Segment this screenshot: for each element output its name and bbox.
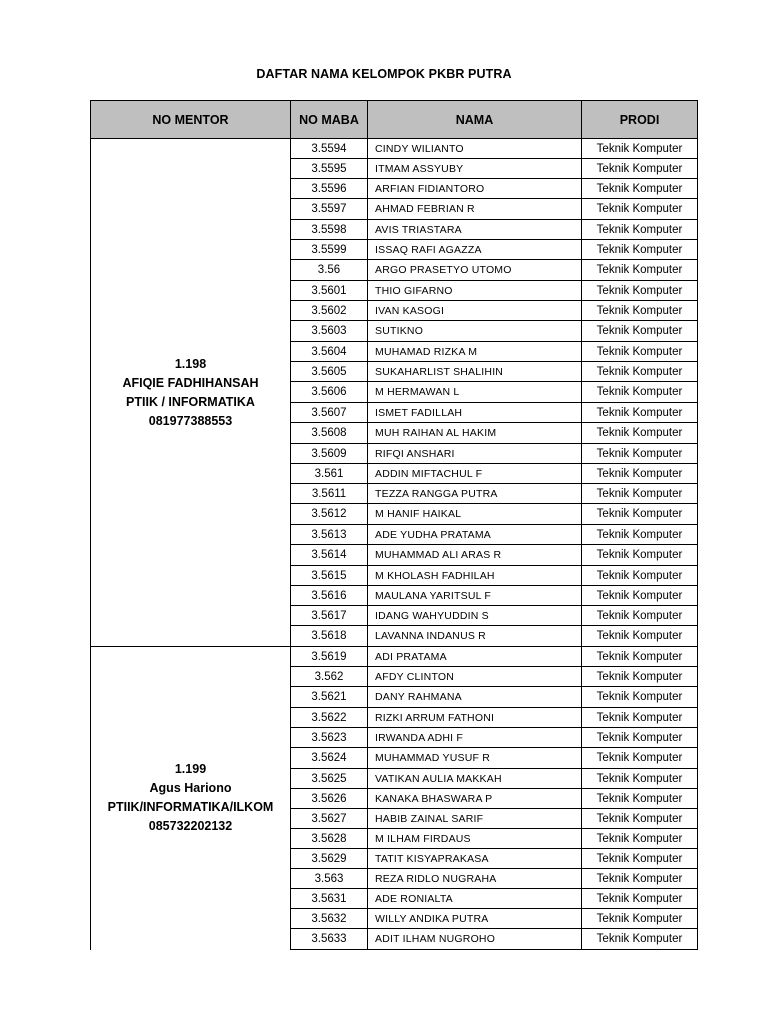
prodi-cell: Teknik Komputer	[582, 869, 698, 889]
no-maba-cell: 3.5626	[291, 789, 368, 809]
nama-cell: ADE RONIALTA	[368, 889, 582, 909]
nama-cell: ADDIN MIFTACHUL F	[368, 464, 582, 484]
nama-cell: ADIT ILHAM NUGROHO	[368, 929, 582, 950]
no-maba-cell: 3.5633	[291, 929, 368, 950]
no-maba-cell: 3.5602	[291, 301, 368, 321]
mentor-number: 1.199	[174, 762, 207, 777]
prodi-cell: Teknik Komputer	[582, 464, 698, 484]
mentor-cell	[91, 139, 291, 647]
no-maba-cell: 3.5618	[291, 626, 368, 647]
mentor-phone: 081977388553	[148, 413, 233, 428]
no-maba-cell: 3.5606	[291, 382, 368, 403]
roster-body	[91, 139, 698, 950]
no-maba-cell: 3.5601	[291, 281, 368, 301]
no-maba-cell: 3.563	[291, 869, 368, 889]
no-maba-cell: 3.5594	[291, 139, 368, 159]
no-maba-cell: 3.5627	[291, 809, 368, 829]
prodi-cell: Teknik Komputer	[582, 889, 698, 909]
nama-cell: ITMAM ASSYUBY	[368, 159, 582, 179]
nama-cell: ADE YUDHA PRATAMA	[368, 525, 582, 545]
prodi-cell: Teknik Komputer	[582, 525, 698, 545]
no-maba-cell: 3.5621	[291, 687, 368, 708]
prodi-cell: Teknik Komputer	[582, 139, 698, 159]
no-maba-cell: 3.5628	[291, 829, 368, 849]
prodi-cell: Teknik Komputer	[582, 829, 698, 849]
prodi-cell: Teknik Komputer	[582, 667, 698, 687]
nama-cell: M HERMAWAN L	[368, 382, 582, 403]
no-maba-cell: 3.5612	[291, 504, 368, 525]
table-row	[91, 139, 698, 159]
no-maba-cell: 3.5598	[291, 220, 368, 240]
nama-cell: CINDY WILIANTO	[368, 139, 582, 159]
nama-cell: ARFIAN FIDIANTORO	[368, 179, 582, 199]
prodi-cell: Teknik Komputer	[582, 687, 698, 708]
nama-cell: M ILHAM FIRDAUS	[368, 829, 582, 849]
nama-cell: THIO GIFARNO	[368, 281, 582, 301]
no-maba-cell: 3.5616	[291, 586, 368, 606]
no-maba-cell: 3.5619	[291, 647, 368, 667]
nama-cell: M KHOLASH FADHILAH	[368, 566, 582, 586]
nama-cell: MUHAMMAD ALI ARAS R	[368, 545, 582, 566]
prodi-cell: Teknik Komputer	[582, 220, 698, 240]
nama-cell: KANAKA BHASWARA P	[368, 789, 582, 809]
prodi-cell: Teknik Komputer	[582, 789, 698, 809]
nama-cell: RIZKI ARRUM FATHONI	[368, 708, 582, 728]
nama-cell: MUH RAIHAN AL HAKIM	[368, 423, 582, 444]
header-no-maba: NO MABA	[291, 101, 368, 139]
nama-cell: ISSAQ RAFI AGAZZA	[368, 240, 582, 260]
no-maba-cell: 3.5625	[291, 769, 368, 789]
prodi-cell: Teknik Komputer	[582, 382, 698, 403]
nama-cell: ISMET FADILLAH	[368, 403, 582, 423]
header-nama: NAMA	[368, 101, 582, 139]
prodi-cell: Teknik Komputer	[582, 444, 698, 464]
prodi-cell: Teknik Komputer	[582, 484, 698, 504]
prodi-cell: Teknik Komputer	[582, 748, 698, 769]
prodi-cell: Teknik Komputer	[582, 929, 698, 950]
no-maba-cell: 3.56	[291, 260, 368, 281]
no-maba-cell: 3.5605	[291, 362, 368, 382]
nama-cell: MUHAMAD RIZKA M	[368, 342, 582, 362]
no-maba-cell: 3.5632	[291, 909, 368, 929]
no-maba-cell: 3.5609	[291, 444, 368, 464]
nama-cell: AFDY CLINTON	[368, 667, 582, 687]
no-maba-cell: 3.5608	[291, 423, 368, 444]
header-no-mentor: NO MENTOR	[91, 101, 291, 139]
prodi-cell: Teknik Komputer	[582, 909, 698, 929]
nama-cell: WILLY ANDIKA PUTRA	[368, 909, 582, 929]
document-title: DAFTAR NAMA KELOMPOK PKBR PUTRA	[256, 67, 512, 81]
prodi-cell: Teknik Komputer	[582, 179, 698, 199]
no-maba-cell: 3.5596	[291, 179, 368, 199]
mentor-cell	[91, 647, 291, 950]
nama-cell: RIFQI ANSHARI	[368, 444, 582, 464]
prodi-cell: Teknik Komputer	[582, 321, 698, 342]
nama-cell: HABIB ZAINAL SARIF	[368, 809, 582, 829]
nama-cell: MAULANA YARITSUL F	[368, 586, 582, 606]
nama-cell: M HANIF HAIKAL	[368, 504, 582, 525]
nama-cell: AHMAD FEBRIAN R	[368, 199, 582, 220]
no-maba-cell: 3.5629	[291, 849, 368, 869]
mentor-phone: 085732202132	[148, 819, 233, 834]
nama-cell: AVIS TRIASTARA	[368, 220, 582, 240]
nama-cell: MUHAMMAD YUSUF R	[368, 748, 582, 769]
prodi-cell: Teknik Komputer	[582, 647, 698, 667]
prodi-cell: Teknik Komputer	[582, 260, 698, 281]
prodi-cell: Teknik Komputer	[582, 403, 698, 423]
nama-cell: SUKAHARLIST SHALIHIN	[368, 362, 582, 382]
prodi-cell: Teknik Komputer	[582, 769, 698, 789]
nama-cell: TEZZA RANGGA PUTRA	[368, 484, 582, 504]
nama-cell: LAVANNA INDANUS R	[368, 626, 582, 647]
mentor-number: 1.198	[174, 356, 207, 371]
prodi-cell: Teknik Komputer	[582, 586, 698, 606]
no-maba-cell: 3.5617	[291, 606, 368, 626]
no-maba-cell: 3.5631	[291, 889, 368, 909]
prodi-cell: Teknik Komputer	[582, 626, 698, 647]
nama-cell: IVAN KASOGI	[368, 301, 582, 321]
no-maba-cell: 3.5604	[291, 342, 368, 362]
prodi-cell: Teknik Komputer	[582, 362, 698, 382]
no-maba-cell: 3.5622	[291, 708, 368, 728]
prodi-cell: Teknik Komputer	[582, 342, 698, 362]
prodi-cell: Teknik Komputer	[582, 809, 698, 829]
nama-cell: IDANG WAHYUDDIN S	[368, 606, 582, 626]
nama-cell: DANY RAHMANA	[368, 687, 582, 708]
prodi-cell: Teknik Komputer	[582, 545, 698, 566]
prodi-cell: Teknik Komputer	[582, 849, 698, 869]
no-maba-cell: 3.5603	[291, 321, 368, 342]
prodi-cell: Teknik Komputer	[582, 606, 698, 626]
no-maba-cell: 3.562	[291, 667, 368, 687]
no-maba-cell: 3.5611	[291, 484, 368, 504]
mentor-faculty: PTIIK / INFORMATIKA	[126, 394, 255, 409]
no-maba-cell: 3.561	[291, 464, 368, 484]
no-maba-cell: 3.5623	[291, 728, 368, 748]
table-row	[91, 647, 698, 667]
mentor-faculty: PTIIK/INFORMATIKA/ILKOM	[107, 800, 274, 815]
nama-cell: SUTIKNO	[368, 321, 582, 342]
header-prodi: PRODI	[582, 101, 698, 139]
nama-cell: VATIKAN AULIA MAKKAH	[368, 769, 582, 789]
prodi-cell: Teknik Komputer	[582, 301, 698, 321]
prodi-cell: Teknik Komputer	[582, 566, 698, 586]
prodi-cell: Teknik Komputer	[582, 728, 698, 748]
nama-cell: ARGO PRASETYO UTOMO	[368, 260, 582, 281]
prodi-cell: Teknik Komputer	[582, 708, 698, 728]
no-maba-cell: 3.5595	[291, 159, 368, 179]
no-maba-cell: 3.5597	[291, 199, 368, 220]
mentor-name: AFIQIE FADHIHANSAH	[122, 375, 259, 390]
nama-cell: IRWANDA ADHI F	[368, 728, 582, 748]
prodi-cell: Teknik Komputer	[582, 281, 698, 301]
no-maba-cell: 3.5607	[291, 403, 368, 423]
prodi-cell: Teknik Komputer	[582, 159, 698, 179]
no-maba-cell: 3.5615	[291, 566, 368, 586]
nama-cell: ADI PRATAMA	[368, 647, 582, 667]
nama-cell: REZA RIDLO NUGRAHA	[368, 869, 582, 889]
no-maba-cell: 3.5624	[291, 748, 368, 769]
header-row	[91, 101, 698, 139]
no-maba-cell: 3.5599	[291, 240, 368, 260]
prodi-cell: Teknik Komputer	[582, 240, 698, 260]
nama-cell: TATIT KISYAPRAKASA	[368, 849, 582, 869]
prodi-cell: Teknik Komputer	[582, 423, 698, 444]
prodi-cell: Teknik Komputer	[582, 199, 698, 220]
mentor-name: Agus Hariono	[149, 781, 232, 796]
roster-table	[90, 100, 698, 950]
no-maba-cell: 3.5613	[291, 525, 368, 545]
no-maba-cell: 3.5614	[291, 545, 368, 566]
prodi-cell: Teknik Komputer	[582, 504, 698, 525]
